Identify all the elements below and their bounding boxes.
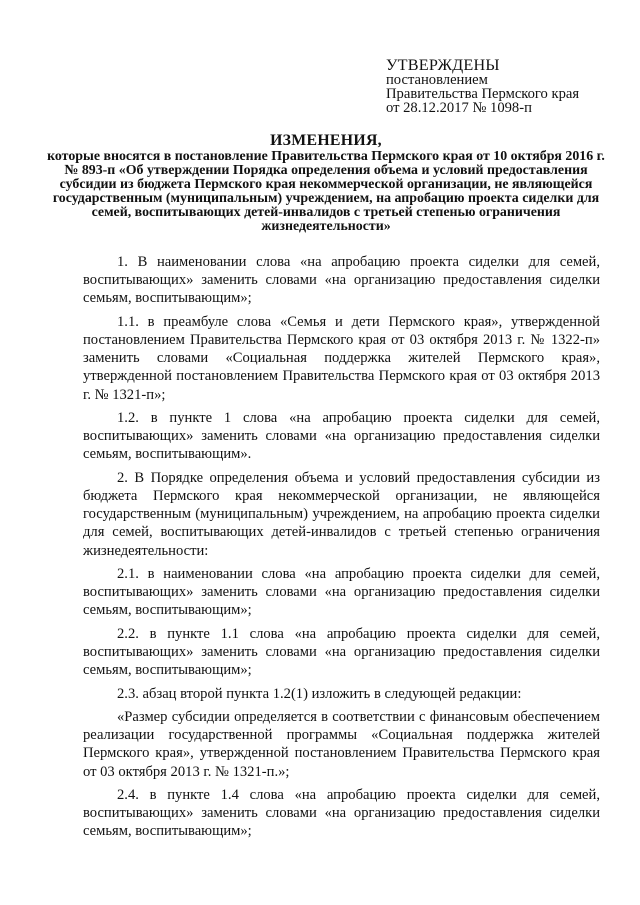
- paragraph-2: 2. В Порядке определения объема и условий предоставления субсидии из бюджета Пермского края некоммерческой организации, не являющейся государственным (муниципальным) учреждением, на апробацию проекта сиделки для семей, воспитывающих детей-инвалидов с третьей степенью ограничения жизнедеятельности:: [83, 469, 600, 559]
- paragraph-1: 1. В наименовании слова «на апробацию проекта сиделки для семей, воспитывающих» заменить словами «на организацию предоставления сиделки семьям, воспитывающим»;: [83, 254, 600, 307]
- document-title: ИЗМЕНЕНИЯ,: [270, 132, 382, 149]
- document-heading: [40, 131, 612, 235]
- paragraph-2-2: 2.2. в пункте 1.1 слова «на апробацию проекта сиделки для семей, воспитывающих» заменить словами «на организацию предоставления сиделки семьям, воспитывающим»;: [83, 625, 600, 679]
- paragraph-2-3: 2.3. абзац второй пункта 1.2(1) изложить в следующей редакции:: [117, 685, 522, 702]
- paragraph-2-1: 2.1. в наименовании слова «на апробацию проекта сиделки для семей, воспитывающих» заменить словами «на организацию предоставления сиделки семьям, воспитывающим»;: [83, 566, 600, 619]
- approval-stamp: УТВЕРЖДЕНЫ: [386, 56, 500, 74]
- approval-block: [386, 58, 626, 115]
- approval-date-number: от 28.12.2017 № 1098-п: [386, 100, 532, 116]
- approval-by: постановлением: [386, 72, 488, 88]
- document-body: [83, 253, 600, 846]
- paragraph-2-3-quote: «Размер субсидии определяется в соответствии с финансовым обеспечением реализации государственной программы «Социальная поддержка жителей Пермского края», утвержденной постановлением Правительства Пермского края от 03 октября 2013 г. № 1321-п.»;: [83, 708, 600, 780]
- paragraph-1-2: 1.2. в пункте 1 слова «на апробацию проекта сиделки для семей, воспитывающих» заменить словами «на организацию предоставления сиделки семьям, воспитывающим».: [83, 410, 600, 463]
- approval-authority: Правительства Пермского края: [386, 86, 580, 102]
- paragraph-1-1: 1.1. в преамбуле слова «Семья и дети Пермского края», утвержденной постановлением Правительства Пермского края от 03 октября 2013 г. № 1322-п» заменить словами «Социальная поддержка жителей Пермского края», утвержденной постановлением Правительства Пермского края от 03 октября 2013 г. № 1321-п»;: [83, 313, 600, 403]
- paragraph-2-4: 2.4. в пункте 1.4 слова «на апробацию проекта сиделки для семей, воспитывающих» заменить словами «на организацию предоставления сиделки семьям, воспитывающим»;: [83, 786, 600, 840]
- document-subtitle: которые вносятся в постановление Правительства Пермского края от 10 октября 2016 г. № 893-п «Об утверждении Порядка определения объема и условий предоставления субсидии из бюджета Пермского края некоммерческой организации, не являющейся государственным (муниципальным) учреждением, на апробацию проекта сиделки для семей, воспитывающих детей-инвалидов с третьей степенью ограничения жизнедеятельности»: [47, 149, 605, 235]
